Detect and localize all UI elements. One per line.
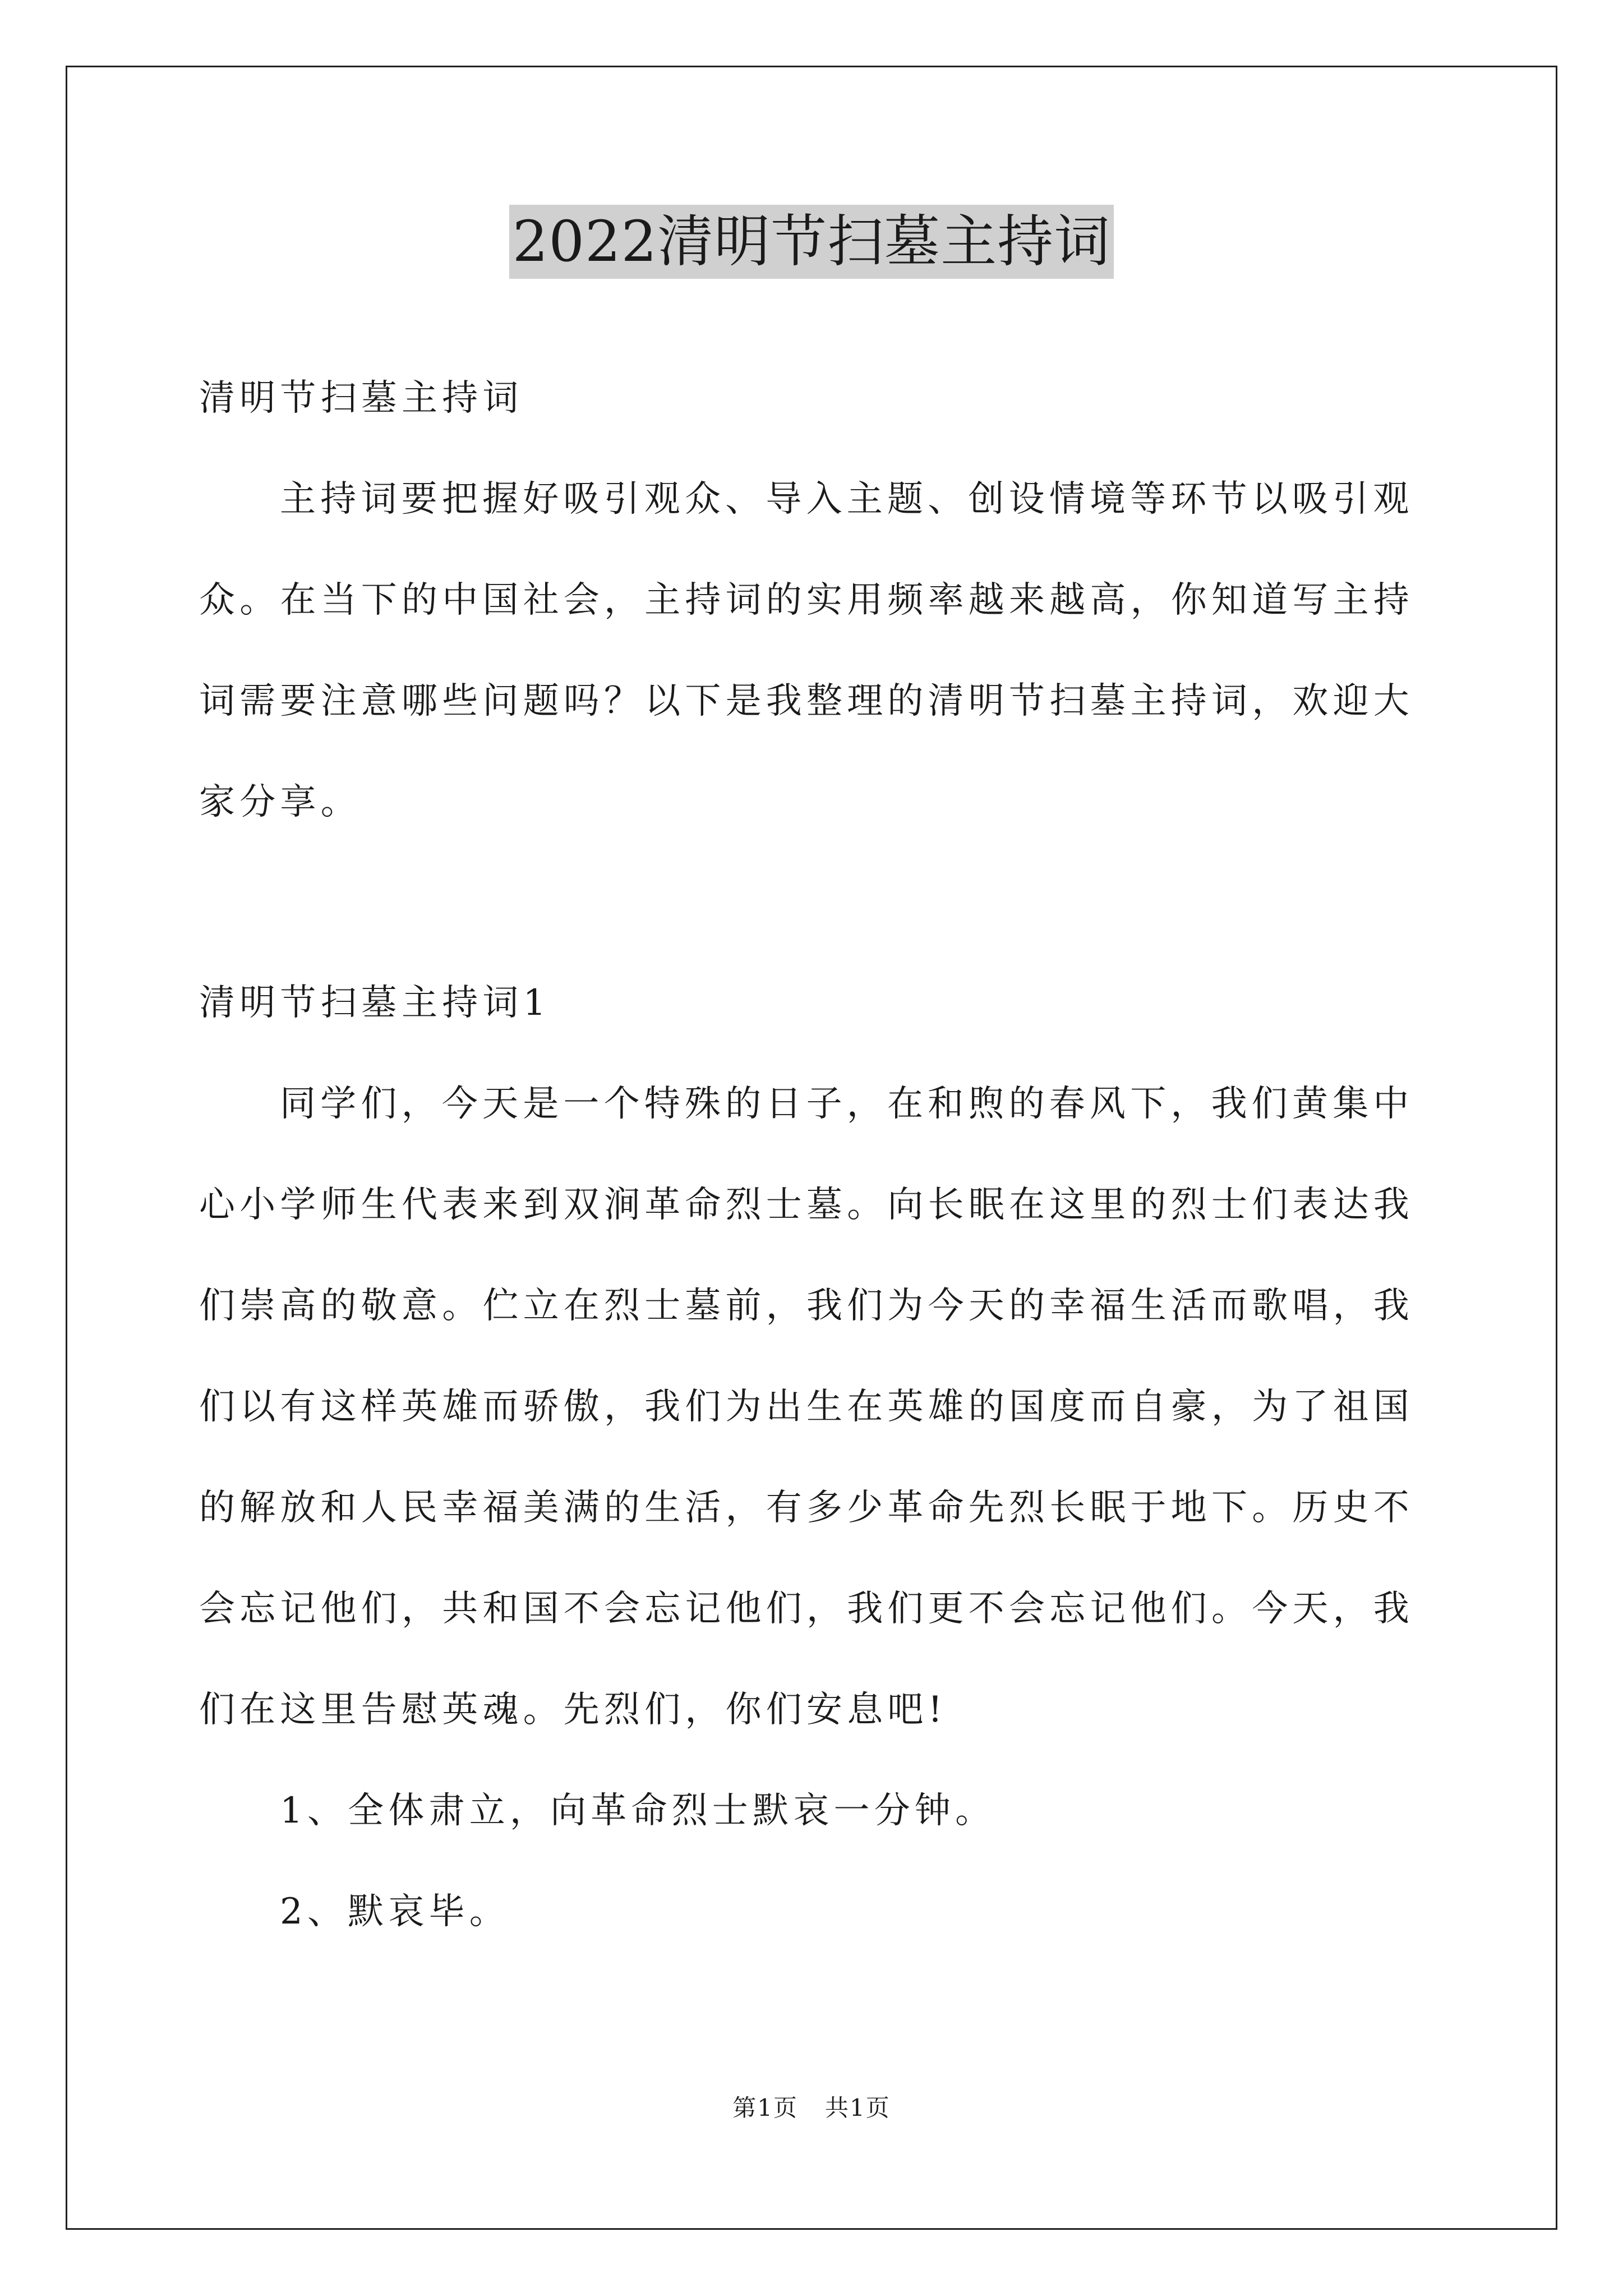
- list-item: 1、全体肃立，向革命烈士默哀一分钟。: [280, 1790, 996, 1832]
- body-paragraph: 同学们，今天是一个特殊的日子，在和煦的春风下，我们黄集中心小学师生代表来到双涧革命烈士墓。向长眠在这里的烈士们表达我们崇高的敬意。伫立在烈士墓前，我们为今天的幸福生活而歌唱，我们以有这样英雄而骄傲，我们为出生在英雄的国度而自豪，为了祖国的解放和人民幸福美满的生活，有多少革命先烈长眠于地下。历史不会忘记他们，共和国不会忘记他们，我们更不会忘记他们。今天，我们在这里告慰英魂。先烈们，你们安息吧!: [199, 1083, 1414, 1731]
- title-container: [0, 205, 1623, 279]
- subtitle: 清明节扫墓主持词: [199, 378, 523, 419]
- document-body: [199, 348, 1427, 1962]
- section-gap: [199, 853, 1427, 953]
- section-heading: 清明节扫墓主持词1: [199, 982, 551, 1024]
- page-number: 第1页: [732, 2094, 798, 2122]
- intro-paragraph: 主持词要把握好吸引观众、导入主题、创设情境等环节以吸引观众。在当下的中国社会，主持词的实用频率越来越高，你知道写主持词需要注意哪些问题吗？以下是我整理的清明节扫墓主持词，欢迎大家分享。: [199, 478, 1414, 823]
- document-title: 2022清明节扫墓主持词: [509, 205, 1114, 279]
- list-item: 2、默哀毕。: [280, 1891, 510, 1932]
- page-total: 共1页: [825, 2094, 891, 2122]
- page-footer: [0, 2092, 1623, 2124]
